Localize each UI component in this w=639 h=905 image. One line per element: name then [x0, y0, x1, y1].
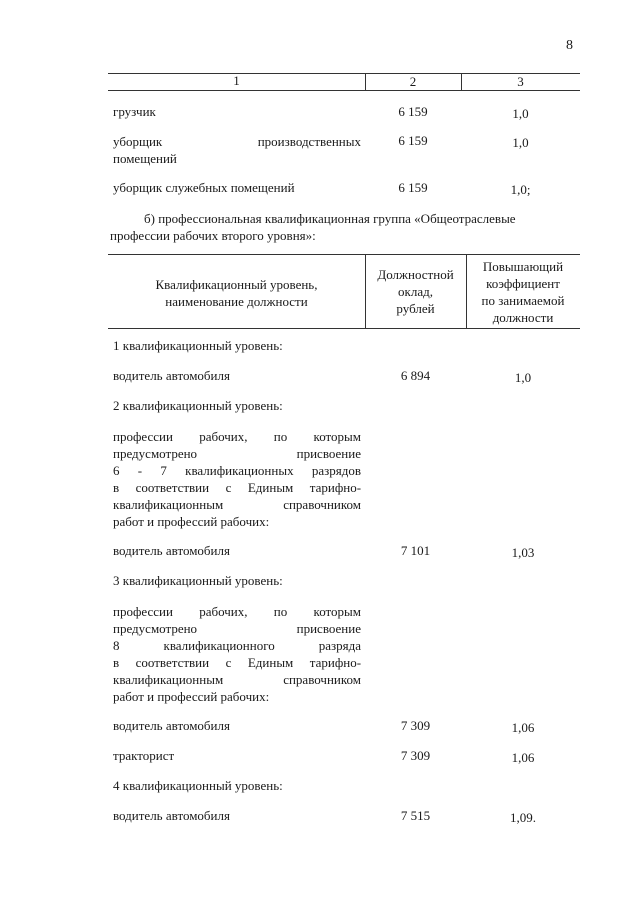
- desc-line: [113, 462, 361, 479]
- level2-description: [113, 428, 361, 530]
- word: квалификационным: [113, 672, 224, 687]
- desc-line: [113, 428, 361, 445]
- header-line: наименование должности: [165, 294, 308, 309]
- table2-row4-coef: 1,06: [511, 750, 535, 765]
- header-line: Квалификационный уровень,: [155, 277, 318, 292]
- header-line: Должностной: [377, 267, 454, 282]
- word: тарифно-: [309, 655, 362, 670]
- table1-row1-salary: 6 159: [398, 104, 428, 119]
- table2-top-border: [108, 254, 580, 255]
- table2-row1-salary: 6 894: [400, 368, 431, 383]
- word: предусмотрено: [113, 621, 198, 636]
- level1-heading: 1 квалификационный уровень:: [113, 338, 283, 353]
- table2-row3-name: водитель автомобиля: [113, 718, 230, 733]
- word: по: [273, 604, 288, 619]
- paragraph-line1: б) профессиональная квалификационная группа «Общеотраслевые: [144, 211, 516, 226]
- word: присвоение: [296, 446, 361, 461]
- table2-row5-name: водитель автомобиля: [113, 808, 230, 823]
- table1-row3-name: уборщик служебных помещений: [113, 180, 295, 195]
- desc-line: [113, 654, 361, 671]
- word: справочником: [283, 672, 361, 687]
- word: профессии: [113, 604, 173, 619]
- table2-row4-name: тракторист: [113, 748, 175, 763]
- word: рабочих,: [199, 429, 248, 444]
- desc-line: работ и профессий рабочих:: [113, 689, 270, 704]
- table1-row2-coef: 1,0: [512, 135, 529, 150]
- table1-row2-name-line2: помещений: [113, 151, 177, 166]
- header-line: по занимаемой: [481, 293, 565, 308]
- table2-row5-salary: 7 515: [400, 808, 431, 823]
- word: соответствии: [135, 655, 210, 670]
- table1-row2-name: [113, 133, 361, 167]
- table1-row2-salary: 6 159: [398, 133, 428, 148]
- desc-line: [113, 445, 361, 462]
- table1-row3-coef: 1,0;: [510, 182, 531, 197]
- desc-line: [113, 479, 361, 496]
- word: квалификационных: [185, 463, 294, 478]
- table2-row2-name: водитель автомобиля: [113, 543, 230, 558]
- level2-heading: 2 квалификационный уровень:: [113, 398, 283, 413]
- word: разряда: [318, 638, 361, 653]
- table2-header-col3: [466, 258, 580, 326]
- table2-row1-name: водитель автомобиля: [113, 368, 230, 383]
- word: в: [113, 655, 120, 670]
- desc-line: [113, 671, 361, 688]
- table1-row1-coef: 1,0: [512, 106, 529, 121]
- word: присвоение: [296, 621, 361, 636]
- level3-description: [113, 603, 361, 705]
- table2-header-col1: [108, 276, 365, 310]
- word: предусмотрено: [113, 446, 198, 461]
- table2-row5-coef: 1,09.: [510, 810, 536, 825]
- word: с: [225, 655, 232, 670]
- header-line: должности: [492, 310, 554, 325]
- desc-line: работ и профессий рабочих:: [113, 514, 270, 529]
- page-number: 8: [566, 38, 573, 53]
- word: профессии: [113, 429, 173, 444]
- word: рабочих,: [199, 604, 248, 619]
- word: квалификационного: [163, 638, 275, 653]
- desc-line: [113, 637, 361, 654]
- header-line: рублей: [396, 301, 435, 316]
- word: разрядов: [311, 463, 361, 478]
- table2-row2-salary: 7 101: [400, 543, 431, 558]
- word: с: [225, 480, 232, 495]
- level3-heading: 3 квалификационный уровень:: [113, 573, 283, 588]
- word: Единым: [247, 480, 294, 495]
- desc-line: [113, 620, 361, 637]
- header-line: оклад,: [398, 284, 433, 299]
- word: в: [113, 480, 120, 495]
- table1-row2-name-line1: [113, 133, 361, 150]
- table2-row4-salary: 7 309: [400, 748, 431, 763]
- table2-header-col2: [365, 266, 466, 317]
- word: производственных: [257, 134, 361, 149]
- word: которым: [313, 604, 362, 619]
- header-line: коэффициент: [486, 276, 560, 291]
- table1-header-col2: 2: [409, 74, 417, 89]
- word: квалификационным: [113, 497, 224, 512]
- table1-row1-name: грузчик: [113, 104, 156, 119]
- table2-header-bottom-border: [108, 328, 580, 329]
- table2-row1-coef: 1,0: [514, 370, 532, 385]
- table1-row3-salary: 6 159: [398, 180, 428, 195]
- level4-heading: 4 квалификационный уровень:: [113, 778, 283, 793]
- table1-header-bottom-border: [108, 90, 580, 91]
- word: 6 - 7: [113, 463, 167, 478]
- word: соответствии: [135, 480, 210, 495]
- table2-row3-salary: 7 309: [400, 718, 431, 733]
- header-line: Повышающий: [482, 259, 564, 274]
- word: уборщик: [113, 134, 163, 149]
- desc-line: [113, 496, 361, 513]
- table2-row3-coef: 1,06: [511, 720, 535, 735]
- word: которым: [313, 429, 362, 444]
- desc-line: [113, 603, 361, 620]
- section-paragraph: [110, 210, 580, 244]
- paragraph-line2: профессии рабочих второго уровня»:: [110, 228, 316, 243]
- table1-header-col1: 1: [233, 73, 240, 88]
- table1-header-col3: 3: [517, 74, 524, 89]
- word: тарифно-: [309, 480, 362, 495]
- table2-row2-coef: 1,03: [511, 545, 535, 560]
- word: по: [273, 429, 288, 444]
- word: Единым: [247, 655, 294, 670]
- word: справочником: [283, 497, 361, 512]
- word: 8: [113, 638, 120, 653]
